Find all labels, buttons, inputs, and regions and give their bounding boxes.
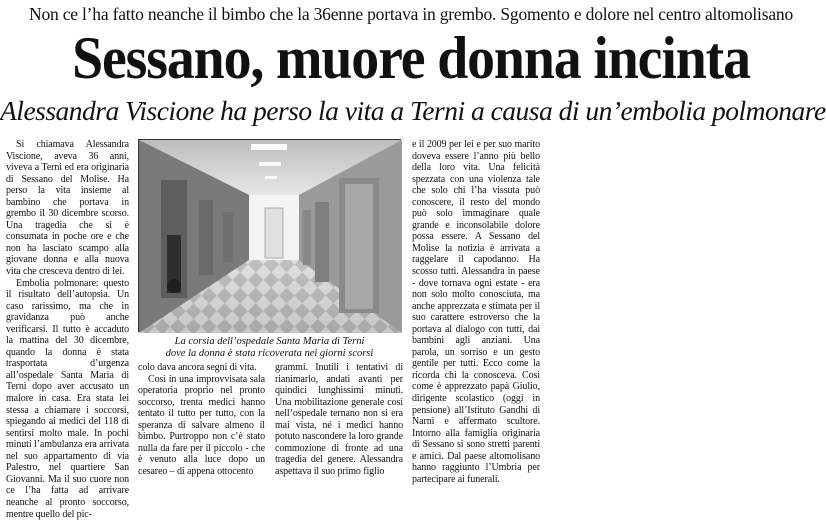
paragraph: Embolia polmonare: questo il risultato dell’autopsia. Un caso rarissimo, ma che in gravidanza può anche verificarsi. Il tutto è accaduto la mattina del 30 dicembre, quando la donna è stata trasportata d’urgenza all’ospedale Santa Maria di Terni dopo aver accusato un malore in casa. Era stata lei stessa a chiamare i soccorsi, spiegando ai medici del 118 di sentirsi molto male. In pochi minuti l’ambulanza era arrivata nel suo appartamento di via Palestro, nel quartiere San Giovanni. Ma il suo cuore non ce l’ha fatta ad arrivare neanche al pronto soccorso, mentre quello del pic- [6,277,129,520]
article-column-2 [138,362,265,484]
paragraph: e il 2009 per lei e per suo marito doveva essere l’anno più bello della loro vita. Una felicità spezzata con una violenza tale che solo chi l’ha vissuta può conoscere, il resto del mondo può solo immaginare quale grande e inconsolabile dolore possa essere. A Sessano del Molise la notizia è arrivata a raggelare il capodanno. Ha scosso tutti. Alessandra in paese - dove tornava ogni estate - era non solo molto conosciuta, ma anche apprezzata e stimata per il suo carattere estroverso che la portava al dialogo con tutti, dai bambini agli anziani. Una parola, un sorriso e un gesto gentile per tutti. Ecco come la ricorda chi la conosceva. Così come è apprezzato papà Giulio, dirigente scolastico (oggi in pensione) all’Istituto Gandhi di Narni e affermato scultore. Intorno alla famiglia originaria di Sessano si sono stretti parenti e amici. Dal paese altomolisano hanno raggiunto l’Umbria per partecipare ai funerali. [412,139,540,485]
subheadline: Alessandra Viscione ha perso la vita a Terni a causa di un’embolia polmonare [0,95,826,126]
paragraph: Si chiamava Alessandra Viscione, aveva 36 anni, viveva a Terni ed era originaria di Sessano del Molise. Ha perso la vita insieme al bambino che portava in grembo il 30 dicembre scorso. Una tragedia che si è consumata in poche ore e che non ha lasciato scampo alla giovane donna e alla nuova vita che cresceva dentro di lei. [6,139,129,278]
kicker: Non ce l’ha fatto neanche il bimbo che la 36enne portava in grembo. Sgomento e dolore nel centro altomolisano [29,4,793,24]
paragraph: colo dava ancora segni di vita. [138,362,257,373]
article-column-4 [412,139,540,484]
article-column-1 [6,139,129,520]
paragraph: grammi. Inutili i tentativi di rianimarlo, andati avanti per quindici lunghissimi minuti. Una mobilitazione generale così nell’ospedale ternano non si era mai vista, né i medici hanno potuto nascondere la loro grande commozione di fronte ad una tragedia del genere. Alessandra aspettava il suo primo figlio [275,362,403,477]
paragraph: Così in una improvvisata sala operatoria proprio nel pronto soccorso, trenta medici hanno tentato il tutto per tutto, con la speranza di salvare almeno il bimbo. Purtroppo non c’è stato nulla da fare per il piccolo - che è venuto alla luce dopo un cesareo – di appena ottocento [138,373,265,477]
headline: Sessano, muore donna incinta [72,25,750,91]
caption-line-2: dove la donna è stata ricoverata nei giorni scorsi [165,347,374,359]
article-column-3 [275,362,403,484]
photo-caption [138,336,401,359]
hospital-corridor-photo [138,139,401,332]
hospital-corridor-illustration [139,140,402,333]
caption-line-1: La corsia dell’ospedale Santa Maria di Terni [174,336,365,347]
